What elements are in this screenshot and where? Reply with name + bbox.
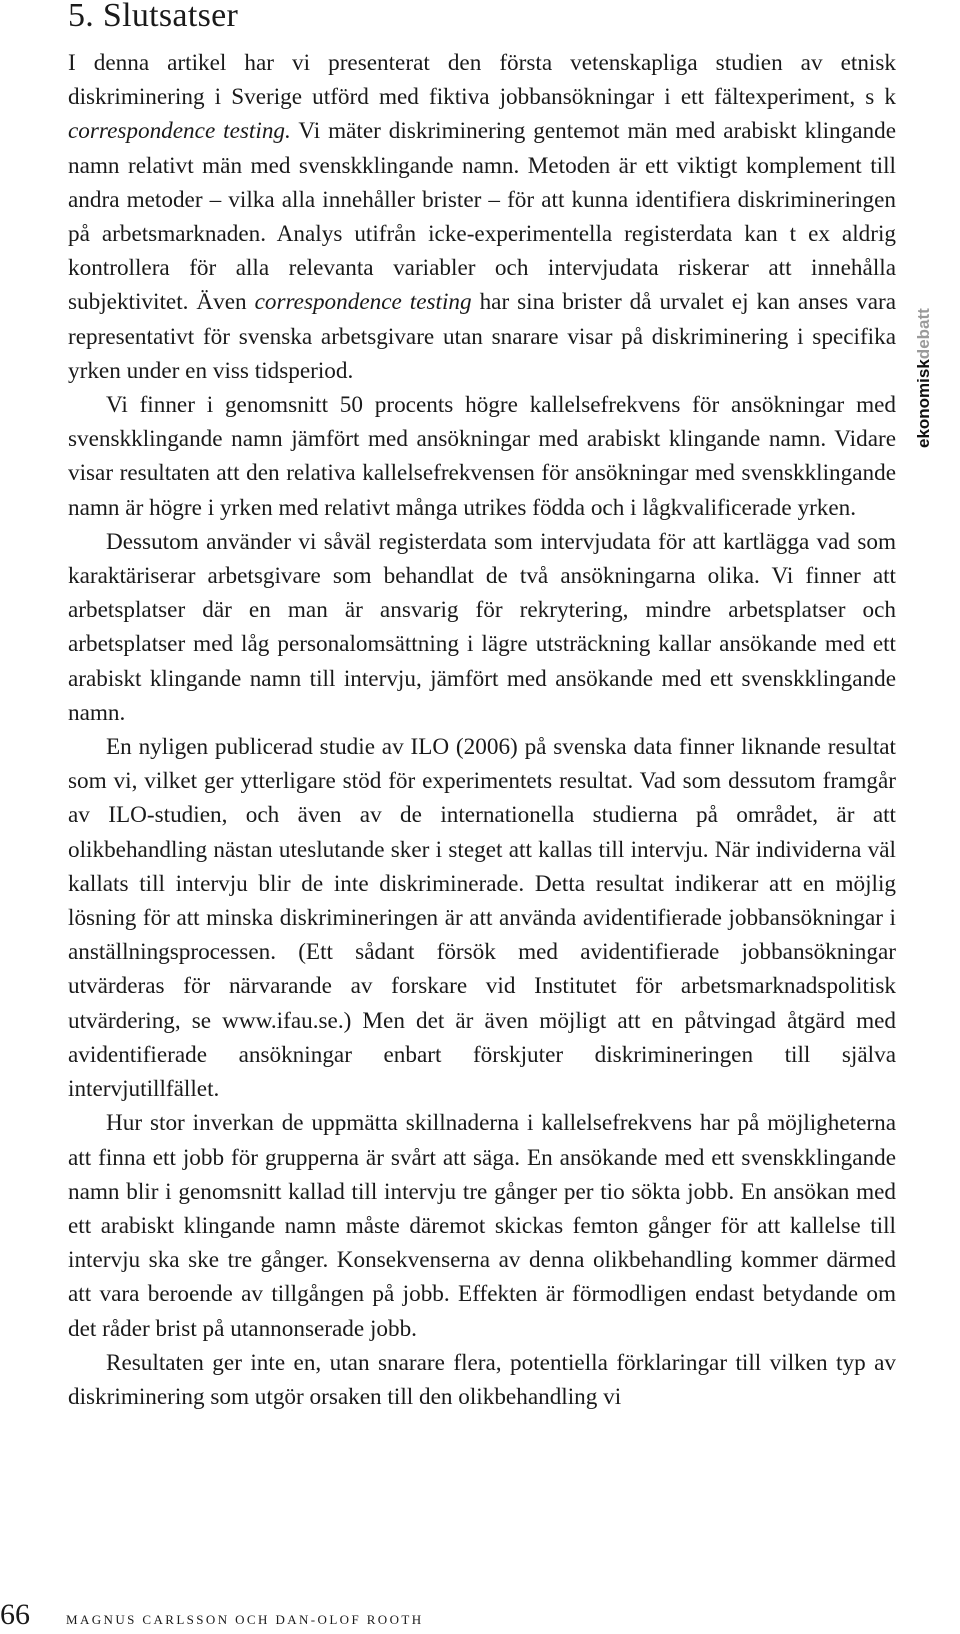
paragraph-text: Dessutom använder vi såväl registerdata som intervjudata för att kartlägga vad som karaktäriserar arbetsgivare som behandlat de två ansökningarna olika. Vi finner att arbetsplatser där en man är ansvarig för rekrytering, mindre arbetsplatser och arbetsplatser med låg personalomsättning i lägre utsträckning kallar ansökande med ett arabiskt klingande namn till intervju, jämfört med ansökande med ett svenskklingande namn. (68, 528, 896, 726)
paragraph (68, 730, 896, 1106)
italic-term: correspondence testing. (68, 118, 291, 145)
paragraph-text: har sina brister då urvalet ej kan anses vara representativt för svenska arbetsgivare utan snarare visar på diskriminering i specifika yrken under en viss tidsperiod. (68, 289, 897, 384)
paragraph-text: Hur stor inverkan de uppmätta skillnaderna i kallelsefrekvens har på möjligheterna att finna ett jobb för grupperna är svårt att säga. En ansökande med ett svenskklingande namn blir i genomsnitt kallad till intervju tre gånger per tio sökta jobb. En ansökan med ett arabiskt klingande namn måste däremot skickas femton gånger för att kallelse till intervju ska ske tre gånger. Konsekvenserna av denna olikbehandling kommer därmed att vara beroende av tillgången på jobb. Effekten är förmodligen endast betydande om det råder brist på utannonserade jobb. (68, 1110, 896, 1342)
page-number: 66 (0, 1598, 30, 1631)
paragraph (68, 1346, 896, 1414)
paragraph (68, 1106, 896, 1345)
journal-side-label (914, 308, 934, 448)
article-body (68, 46, 896, 1414)
paragraph-text: Resultaten ger inte en, utan snarare flera, potentiella förklaringar till vilken typ av diskriminering som utgör orsaken till den olikbehandling vi (68, 1349, 896, 1410)
paragraph-text: Vi finner i genomsnitt 50 procents högre kallelsefrekvens för ansökningar med svenskklingande namn jämfört med ansökningar med arabiskt klingande namn. Vidare visar resultaten att den relativa kallelsefrekvensen för ansökningar med svenskklingande namn är högre i yrken med relativt många utrikes födda och i lågkvalificerade yrken. (68, 392, 896, 521)
italic-term: correspondence testing (254, 289, 472, 316)
paragraph (68, 525, 896, 730)
journal-name-dark: ekonomisk (914, 359, 933, 448)
section-heading: 5. Slutsatser (68, 0, 239, 34)
journal-name-light: debatt (914, 308, 933, 360)
paragraph-text: Vi mäter diskriminering gentemot män med arabiskt klingande namn relativt män med svenskklingande namn. Metoden är ett viktigt komplement till andra metoder – vilka alla innehåller brister – för att kunna identifiera diskrimineringen på arbetsmarknaden. Analys utifrån icke-experimentella registerdata kan t ex aldrig kontrollera för alla relevanta variabler och intervjudata riskerar att innehålla subjektivitet. Även (68, 118, 897, 316)
paragraph-text: I denna artikel har vi presenterat den första vetenskapliga studien av etnisk diskriminering i Sverige utförd med fiktiva jobbansökningar i ett fältexperiment, s k (68, 50, 896, 111)
paragraph (68, 46, 896, 388)
paragraph-text: En nyligen publicerad studie av ILO (2006) på svenska data finner liknande resultat som vi, vilket ger ytterligare stöd för experimentets resultat. Vad som dessutom framgår av ILO-studien, och även av de internationella studierna på området, är att olikbehandling nästan uteslutande sker i steget att kallas till intervju. När individerna väl kallats till intervju blir de inte diskriminerade. Detta resultat indikerar att en möjlig lösning för att minska diskrimineringen är att använda avidentifierade jobbansökningar i anställningsprocessen. (Ett sådant försök med avidentifierade jobbansökningar utvärderas för närvarande av forskare vid Institutet för arbetsmarknadspolitisk utvärdering, se www.ifau.se.) Men det är även möjligt att en påtvingad åtgärd med avidentifierade ansökningar enbart förskjuter diskrimineringen till själva intervjutillfället. (68, 734, 896, 1103)
footer-authors: MAGNUS CARLSSON OCH DAN-OLOF ROOTH (66, 1612, 424, 1627)
paragraph (68, 388, 896, 525)
